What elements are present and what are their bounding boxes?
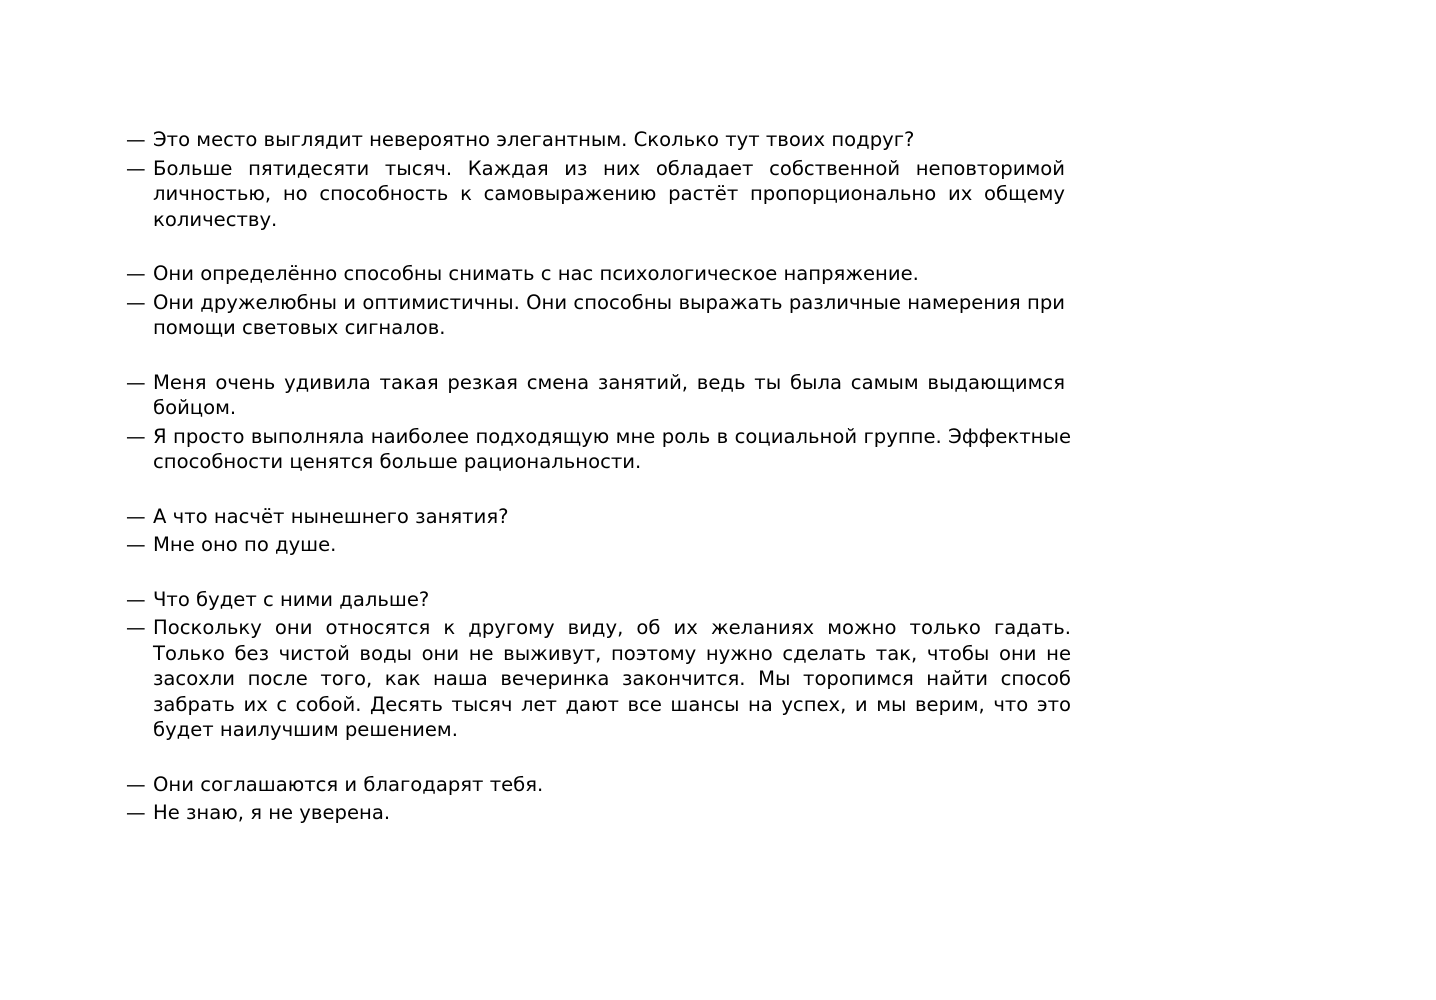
dialogue-text: Они дружелюбны и оптимистичны. Они способны выражать различные намерения при помощи световых сигналов. [153,290,1065,339]
dialogue-text: Они соглашаются и благодарят тебя. [153,772,544,796]
dialogue-dash: — [126,504,146,528]
dialogue-line [126,504,1071,530]
dialogue-line [126,127,1071,153]
dialogue-exchange-6 [126,772,1071,826]
dialogue-line [126,532,1071,558]
dialogue-dash: — [126,262,146,285]
dialogue-text: Не знаю, я не уверена. [153,801,391,824]
dialogue-text: Что будет с ними дальше? [153,587,430,611]
dialogue-text: Меня очень удивила такая резкая смена занятий, ведь ты была самым выдающимся бойцом. [153,370,1065,419]
dialogue-exchange-2 [126,261,1071,341]
dialogue-exchange-1 [126,127,1071,232]
dialogue-exchange-3 [126,370,1071,475]
dialogue-line [126,424,1071,475]
dialogue-line [126,290,1071,341]
dialogue-text: Поскольку они относятся к другому виду, об их желаниях можно только гадать. Только без чистой воды они не выживут, поэтому нужно сделать так, чтобы они не засохли после того, как наша вечеринка закончится. Мы торопимся найти способ забрать их с собой. Десять тысяч лет дают все шансы на успех, и мы верим, что это будет наилучшим решением. [153,616,1071,741]
dialogue-dash: — [126,370,146,394]
dialogue-exchange-5 [126,587,1071,743]
dialogue-exchange-4 [126,504,1071,558]
dialogue-line [126,772,1071,798]
dialogue-dash: — [126,290,146,314]
dialogue-dash: — [126,772,146,796]
dialogue-document [126,127,1071,855]
dialogue-text: Я просто выполняла наиболее подходящую мне роль в социальной группе. Эффектные способности ценятся больше рациональности. [153,424,1071,473]
dialogue-dash: — [126,533,146,556]
dialogue-dash: — [126,156,146,180]
dialogue-dash: — [126,587,146,611]
dialogue-text: Больше пятидесяти тысяч. Каждая из них обладает собственной неповторимой личностью, но способность к самовыражению растёт пропорционально их общему количеству. [153,156,1065,231]
dialogue-line [126,615,1071,743]
dialogue-line [126,156,1071,233]
dialogue-dash: — [126,128,146,151]
dialogue-text: Мне оно по душе. [153,533,337,556]
dialogue-dash: — [126,616,146,639]
dialogue-dash: — [126,801,146,824]
dialogue-dash: — [126,424,146,448]
dialogue-line [126,800,1071,826]
dialogue-text: А что насчёт нынешнего занятия? [153,504,509,528]
dialogue-line [126,587,1071,613]
dialogue-line [126,370,1071,421]
dialogue-text: Они определённо способны снимать с нас психологическое напряжение. [153,262,919,285]
dialogue-line [126,261,1071,287]
dialogue-text: Это место выглядит невероятно элегантным. Сколько тут твоих подруг? [153,128,915,151]
